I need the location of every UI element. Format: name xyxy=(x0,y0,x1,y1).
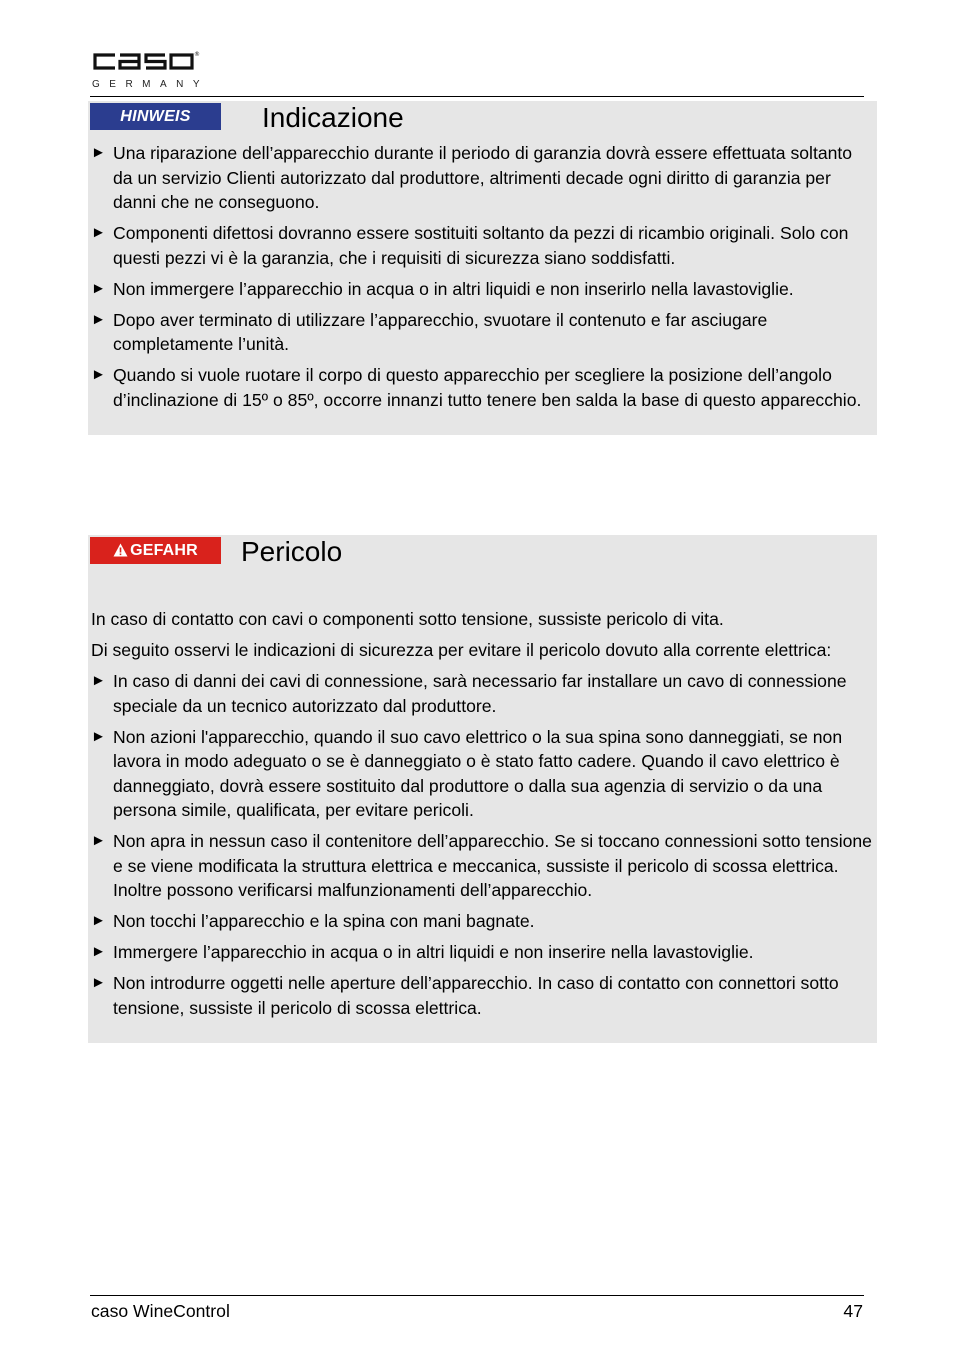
triangle-right-icon: ► xyxy=(91,672,106,689)
caso-logo-wordmark xyxy=(90,46,202,76)
footer-product: caso WineControl xyxy=(91,1301,230,1321)
page-number: 47 xyxy=(843,1301,863,1321)
danger-content xyxy=(91,607,873,1027)
header-rule xyxy=(90,96,864,97)
list-item: ► Componenti difettosi dovranno essere sostituiti soltanto da pezzi di ricambio originali. Solo con questi pezzi vi è la garanzia, che i requisiti di sicurezza siano soddisfatti. xyxy=(91,223,849,268)
gefahr-badge xyxy=(90,537,221,564)
triangle-right-icon: ► xyxy=(91,144,106,161)
triangle-right-icon: ► xyxy=(91,974,106,991)
list-item: ► Non azioni l'apparecchio, quando il suo cavo elettrico o la sua spina sono danneggiati, se non lavora in modo adeguato o se è danneggiato o è stato fatto cadere. Quando il cavo elettrico è danneggiato, dovrà essere sostituito dal produttore o dalla sua agenzia di servizio o da una persona simile, qualificata, per evitare pericoli. xyxy=(91,726,843,820)
triangle-right-icon: ► xyxy=(91,832,106,849)
warning-triangle-icon xyxy=(113,543,128,557)
list-item: ► Non tocchi l’apparecchio e la spina con mani bagnate. xyxy=(91,909,873,934)
footer-rule xyxy=(90,1295,864,1296)
list-item: ► Dopo aver terminato di utilizzare l’apparecchio, svuotare il contenuto e far asciugare completamente l’unità. xyxy=(91,309,768,354)
triangle-right-icon: ► xyxy=(91,366,106,383)
triangle-right-icon: ► xyxy=(91,727,106,745)
triangle-right-icon: ► xyxy=(91,943,106,960)
logo-subtext: GERMANY xyxy=(92,79,210,90)
notice-title: Indicazione xyxy=(262,102,404,133)
list-item: ► In caso di danni dei cavi di connessione, sarà necessario far installare un cavo di connessione speciale da un tecnico autorizzato dal produttore. xyxy=(91,671,847,716)
triangle-right-icon: ► xyxy=(91,310,106,328)
notice-content xyxy=(91,141,873,419)
list-item: ► Immergere l’apparecchio in acqua o in altri liquidi e non inserire nella lavastoviglie. xyxy=(91,940,873,965)
list-item: ► Una riparazione dell’apparecchio durante il periodo di garanzia dovrà essere effettuata soltanto da un servizio Clienti autorizzato dal produttore, altrimenti decade ogni diritto di garanzia per danni che ne conseguono. xyxy=(91,143,853,212)
list-item: ► Non apra in nessun caso il contenitore dell’apparecchio. Se si toccano connessioni sotto tensione e se viene modificata la struttura elettrica e meccanica, sussiste il pericolo di scossa elettrica. Inoltre possono verificarsi malfunzionamenti dell’apparecchio. xyxy=(91,831,872,900)
brand-logo xyxy=(90,46,210,94)
danger-intro: Di seguito osservi le indicazioni di sicurezza per evitare il pericolo dovuto alla corrente elettrica: xyxy=(91,640,832,660)
triangle-right-icon: ► xyxy=(91,912,106,929)
triangle-right-icon: ► xyxy=(91,224,106,241)
gefahr-badge-label: GEFAHR xyxy=(130,542,198,559)
notice-box xyxy=(88,101,877,435)
danger-intro: In caso di contatto con cavi o componenti sotto tensione, sussiste pericolo di vita. xyxy=(91,609,724,629)
hinweis-badge: HINWEIS xyxy=(90,103,221,130)
danger-box xyxy=(88,535,877,1043)
list-item: ► Non introdurre oggetti nelle aperture dell’apparecchio. In caso di contatto con connettori sotto tensione, sussiste il pericolo di scossa elettrica. xyxy=(91,973,839,1018)
list-item: ► Non immergere l’apparecchio in acqua o in altri liquidi e non inserirlo nella lavastoviglie. xyxy=(91,277,873,302)
triangle-right-icon: ► xyxy=(91,279,106,297)
svg-text:®: ® xyxy=(194,51,200,58)
danger-title: Pericolo xyxy=(241,536,343,567)
list-item: ► Quando si vuole ruotare il corpo di questo apparecchio per scegliere la posizione dell’angolo d’inclinazione di 15º o 85º, occorre innanzi tutto tenere ben salda la base di questo apparecchio. xyxy=(91,365,862,410)
